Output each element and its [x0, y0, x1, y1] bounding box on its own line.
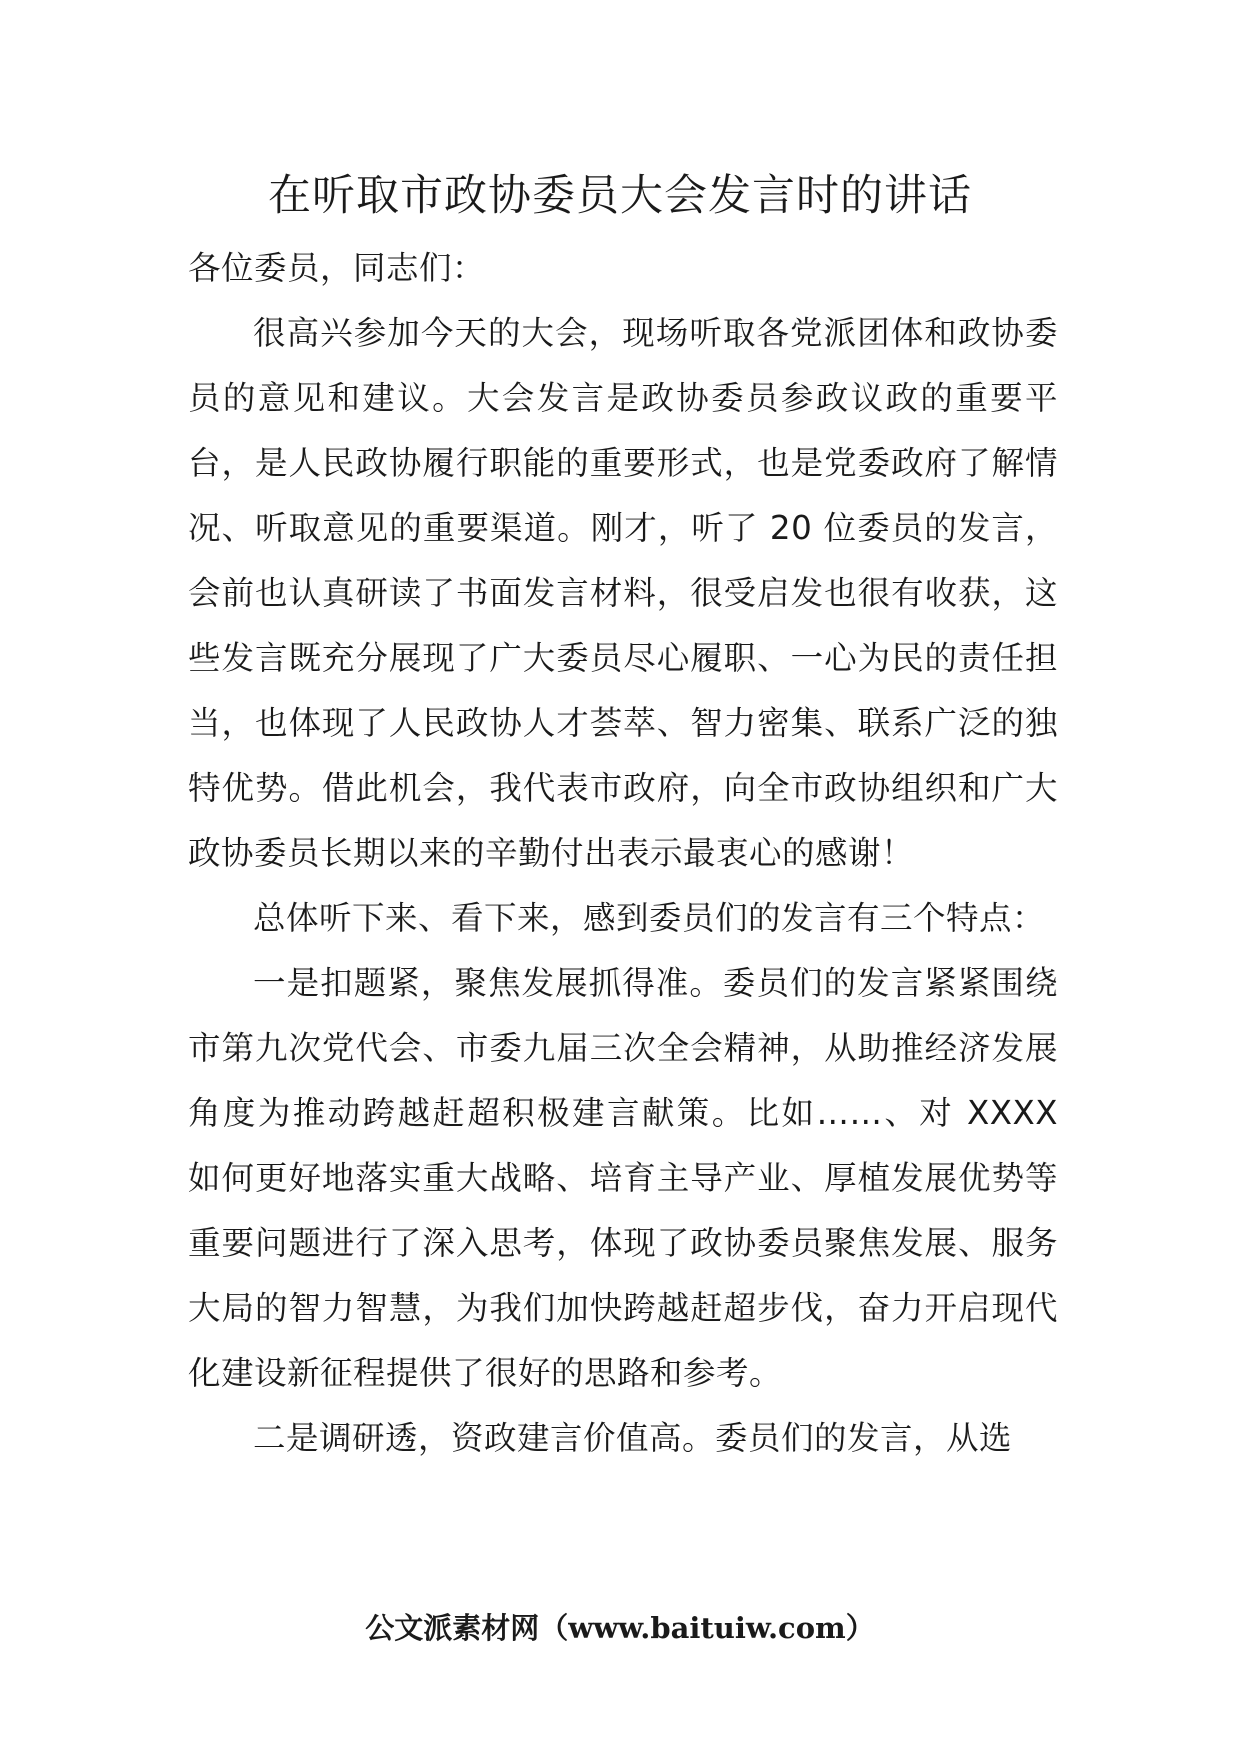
- paragraph-3: 一是扣题紧，聚焦发展抓得准。委员们的发言紧紧围绕市第九次党代会、市委九届三次全会精神，从助推经济发展角度为推动跨越赶超积极建言献策。比如……、对 XXXX 如何更好地落实重大战略、培育主导产业、厚植发展优势等重要问题进行了深入思考，体现了政协委员聚焦发展、服务大局的智力智慧，为我们加快跨越赶超步伐，奋力开启现代化建设新征程提供了很好的思路和参考。: [188, 964, 1058, 1392]
- salutation: 各位委员，同志们：: [188, 249, 486, 287]
- document-title: 在听取市政协委员大会发言时的讲话: [268, 171, 972, 221]
- paragraph-4: 二是调研透，资政建言价值高。委员们的发言，从选: [253, 1419, 1013, 1457]
- paragraph-2: 总体听下来、看下来，感到委员们的发言有三个特点：: [253, 899, 1046, 937]
- document-body: [188, 236, 1058, 1471]
- footer-watermark: 公文派素材网（www.baituiw.com）: [365, 1611, 875, 1645]
- paragraph-1: 很高兴参加今天的大会，现场听取各党派团体和政协委员的意见和建议。大会发言是政协委员参政议政的重要平台，是人民政协履行职能的重要形式，也是党委政府了解情况、听取意见的重要渠道。刚才，听了 20 位委员的发言，会前也认真研读了书面发言材料，很受启发也很有收获，这些发言既充分展现了广大委员尽心履职、一心为民的责任担当，也体现了人民政协人才荟萃、智力密集、联系广泛的独特优势。借此机会，我代表市政府，向全市政协组织和广大政协委员长期以来的辛勤付出表示最衷心的感谢！: [188, 314, 1058, 872]
